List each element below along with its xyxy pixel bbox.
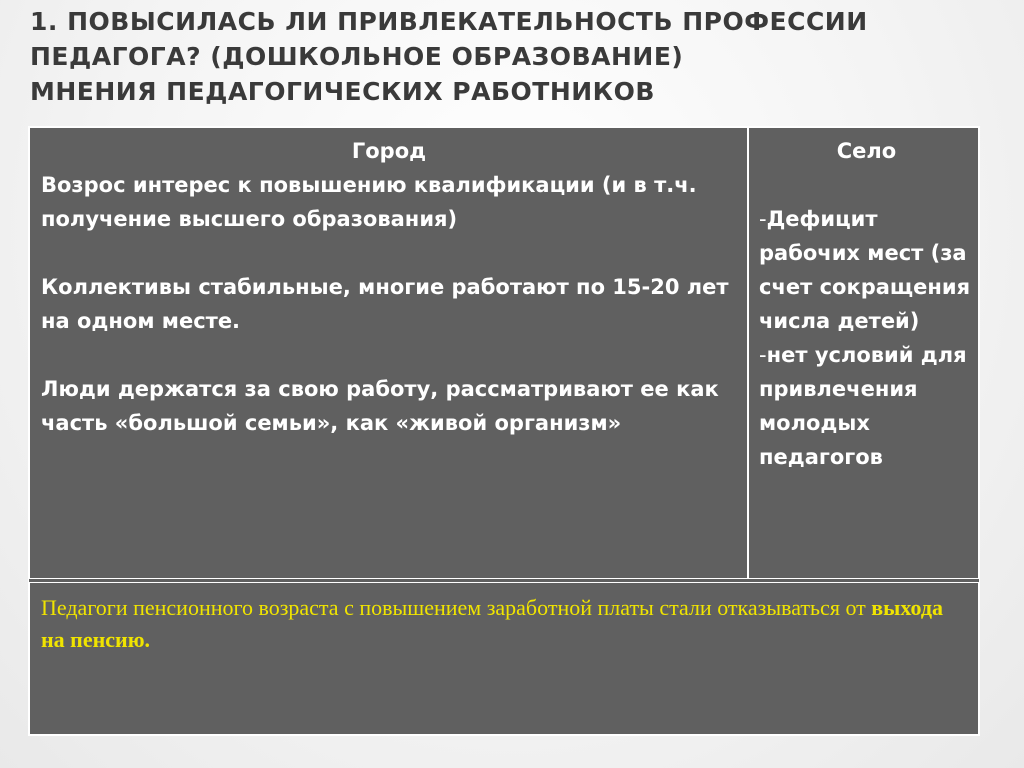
village-header: Село <box>836 139 897 163</box>
paragraph-spacer <box>41 236 737 270</box>
city-paragraph-2: Коллективы стабильные, многие работают по 15-20 лет на одном месте. <box>41 275 729 333</box>
city-header: Город <box>351 139 427 163</box>
dash-marker: - <box>759 343 767 367</box>
pension-note-text: Педагоги пенсионного возраста с повышением заработной платы стали отказываться от <box>41 595 872 620</box>
village-item-2-text: нет условий для привлечения молодых педагогов <box>759 343 967 469</box>
paragraph-spacer <box>759 168 974 202</box>
comparison-table <box>28 126 980 736</box>
pension-note-emphasis: выхода на пенсию. <box>41 595 943 652</box>
slide-title-line-2: ПЕДАГОГА? (ДОШКОЛЬНОЕ ОБРАЗОВАНИЕ) <box>30 42 684 71</box>
slide-title <box>30 4 1010 109</box>
slide-title-line-1: 1. ПОВЫСИЛАСЬ ЛИ ПРИВЛЕКАТЕЛЬНОСТЬ ПРОФЕССИИ <box>30 7 868 36</box>
slide-title-line-3: МНЕНИЯ ПЕДАГОГИЧЕСКИХ РАБОТНИКОВ <box>30 77 655 106</box>
village-cell <box>748 127 979 579</box>
city-paragraph-3: Люди держатся за свою работу, рассматривают ее как часть «большой семьи», как «живой организм» <box>41 377 719 435</box>
village-item-1 <box>759 202 974 338</box>
village-item-2 <box>759 338 974 474</box>
pension-note-cell <box>29 582 979 735</box>
city-cell <box>29 127 748 579</box>
dash-marker: - <box>759 207 767 231</box>
city-paragraph-1: Возрос интерес к повышению квалификации (и в т.ч. получение высшего образования) <box>41 173 697 231</box>
paragraph-spacer <box>41 338 737 372</box>
village-item-1-text: Дефицит рабочих мест (за счет сокращения числа детей) <box>759 207 971 333</box>
